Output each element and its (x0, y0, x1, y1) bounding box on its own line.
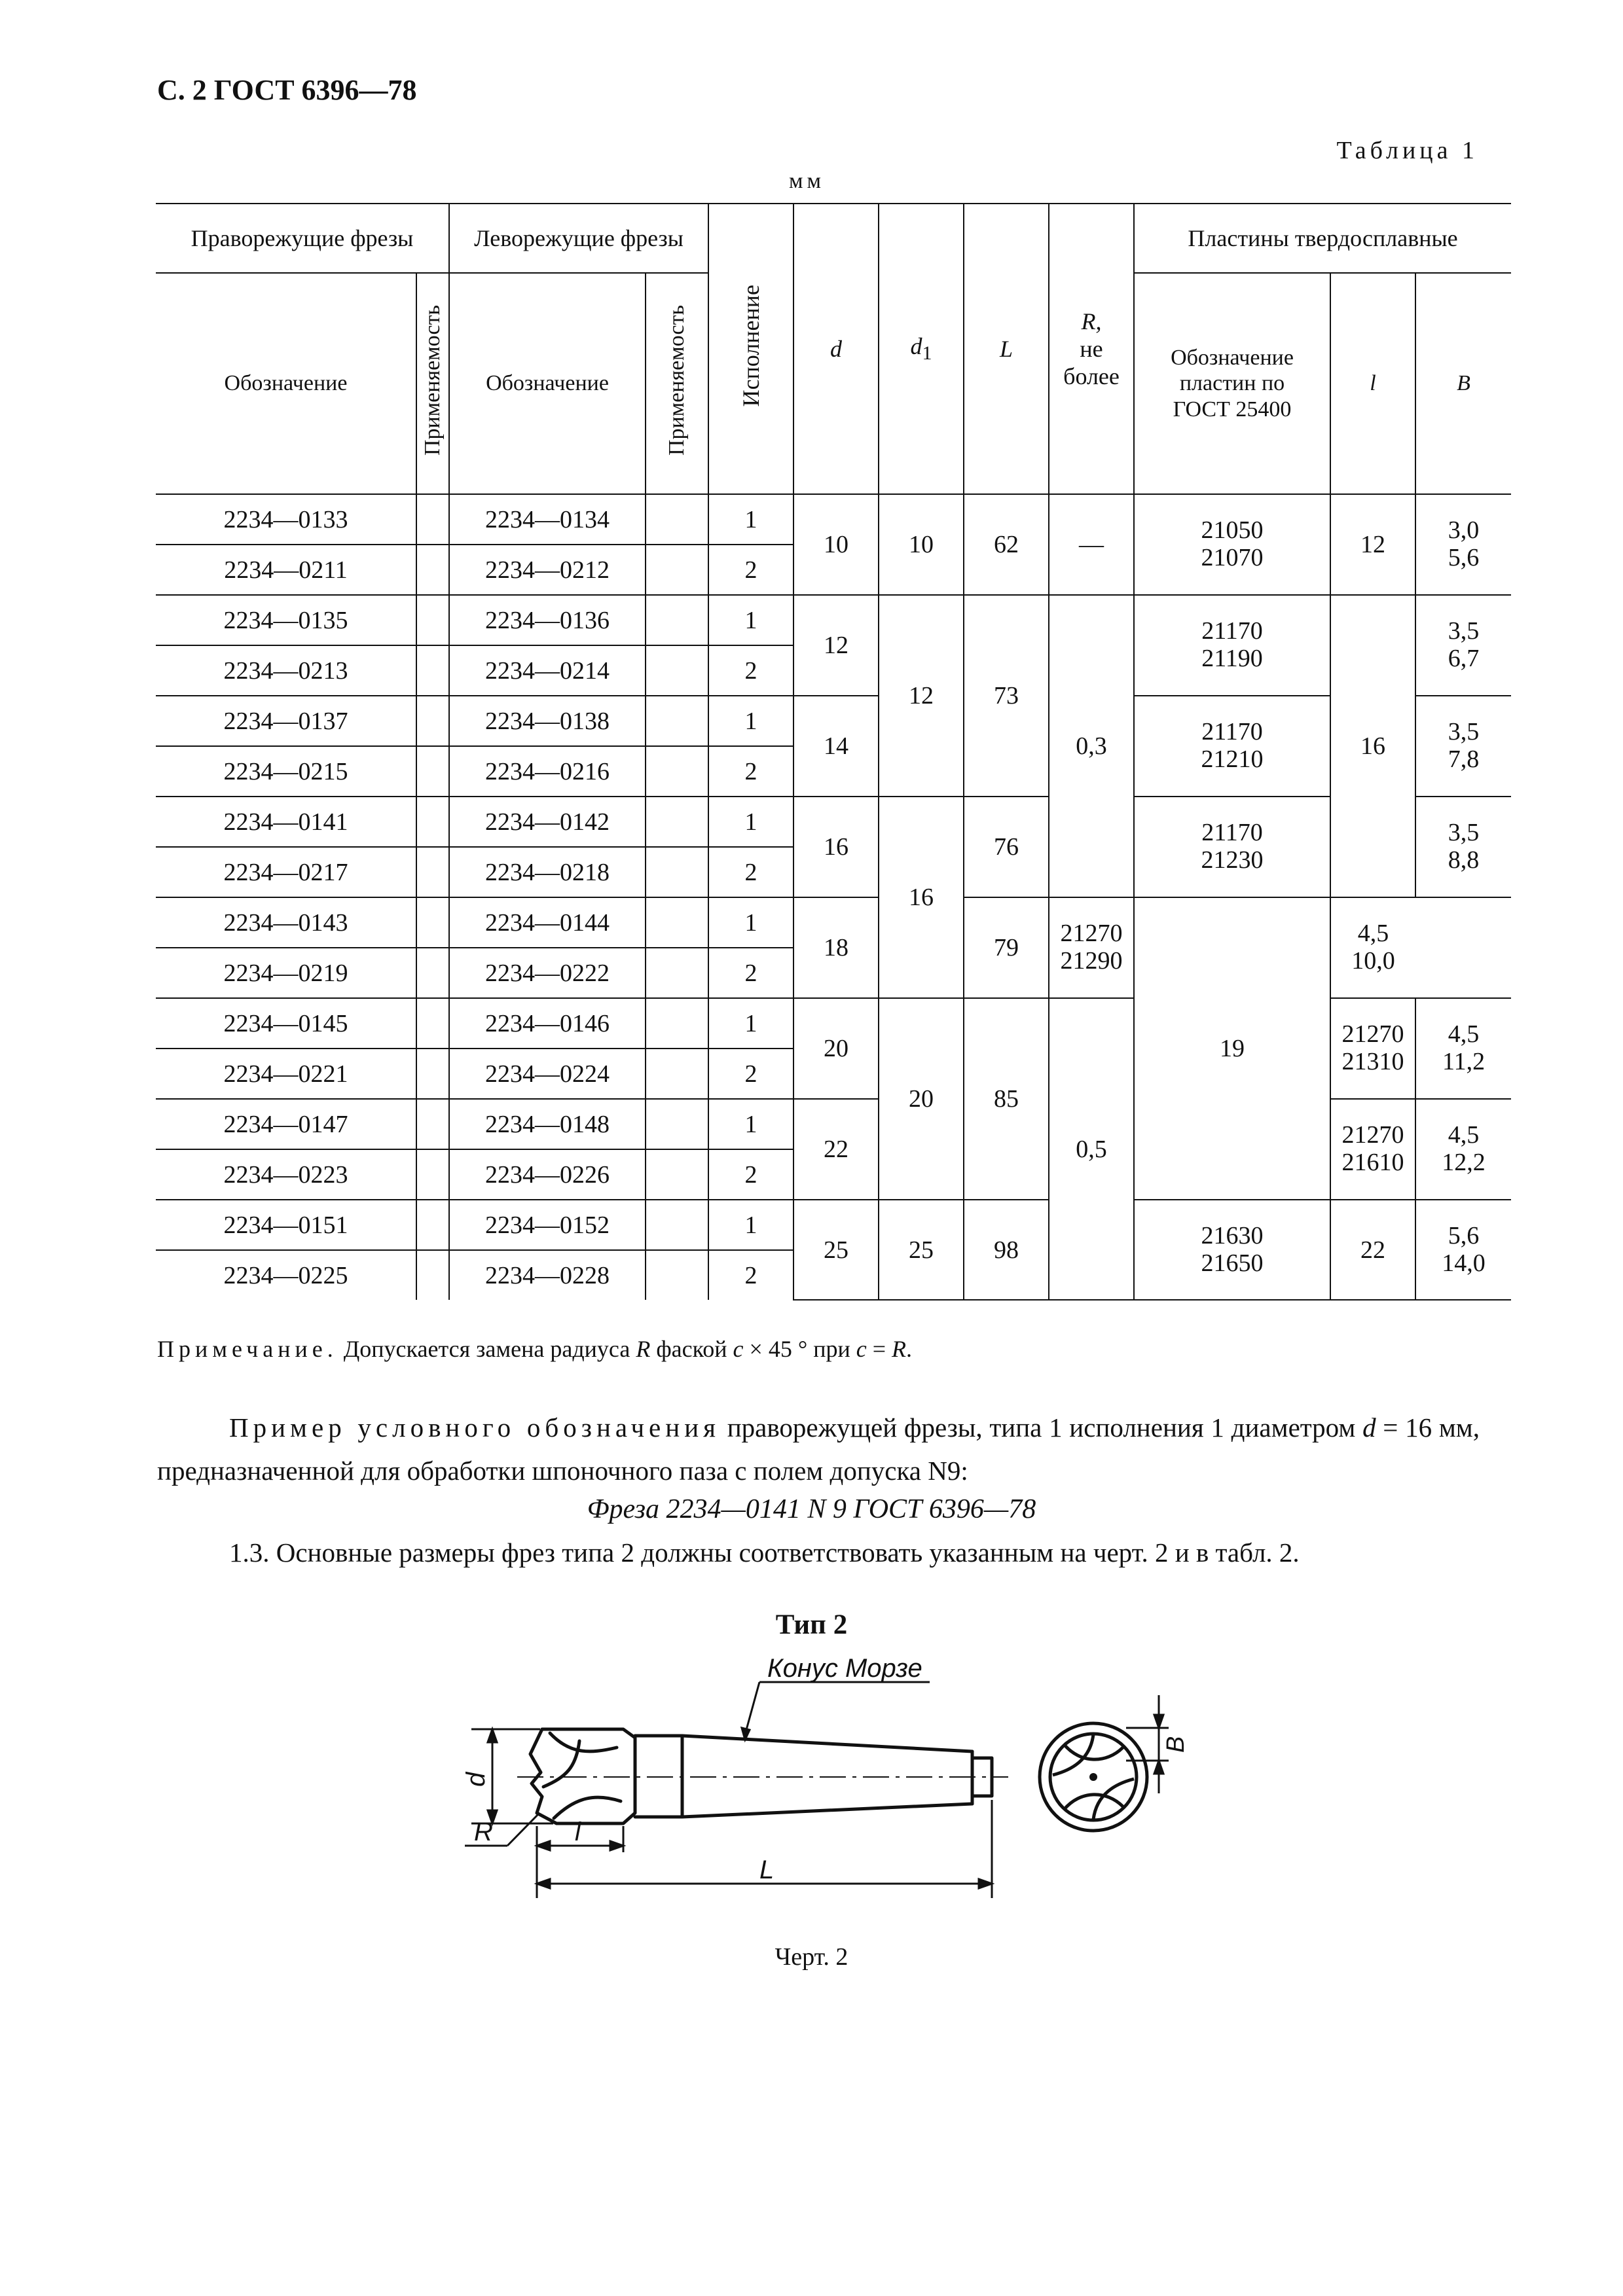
left-applicability-header: Применяемость (646, 273, 708, 494)
applicability-cell (416, 897, 449, 948)
applicability-cell (646, 998, 708, 1049)
group-left-header: Леворежущие фрезы (449, 204, 708, 273)
B-cell: 5,6 14,0 (1415, 1200, 1511, 1300)
applicability-cell (646, 1200, 708, 1250)
left-designation-cell: 2234—0228 (449, 1250, 646, 1300)
units-label: мм (789, 169, 826, 193)
table-note: Примечание. Допускается замена радиуса R фаской c × 45 ° при c = R. (157, 1336, 913, 1362)
L-label: L (759, 1856, 775, 1884)
left-designation-cell: 2234—0152 (449, 1200, 646, 1250)
left-designation-cell: 2234—0218 (449, 847, 646, 897)
d-header: d (793, 204, 879, 494)
right-designation-cell: 2234—0143 (156, 897, 416, 948)
left-designation-cell: 2234—0222 (449, 948, 646, 998)
designation-example: Пример условного обозначения праворежущей фрезы, типа 1 исполнения 1 диаметром d = 16 мм, предназначенной для обработки шпоночного паза с полем допуска N9: (157, 1412, 1480, 1486)
plate-designation-cell: 21270 21610 (1330, 1099, 1415, 1200)
d1-cell: 12 (879, 595, 964, 797)
type-2-title: Тип 2 (775, 1609, 848, 1640)
plate-designation-cell: 21270 21290 (1049, 897, 1134, 998)
applicability-cell (646, 746, 708, 797)
table-row (156, 494, 1511, 545)
B-header: B (1415, 273, 1511, 494)
dimensions-table (156, 203, 1511, 1300)
plate-designation-cell: 21170 21210 (1134, 696, 1330, 797)
left-designation-cell: 2234—0146 (449, 998, 646, 1049)
execution-cell: 2 (708, 645, 793, 696)
B-cell: 4,5 12,2 (1415, 1099, 1511, 1200)
execution-cell: 2 (708, 1250, 793, 1300)
plate-designation-cell: 21630 21650 (1134, 1200, 1330, 1300)
example-label: Пример условного обозначения (229, 1412, 720, 1443)
left-designation-cell: 2234—0138 (449, 696, 646, 746)
group-right-header: Праворежущие фрезы (156, 204, 449, 273)
right-designation-cell: 2234—0221 (156, 1049, 416, 1099)
left-designation-cell: 2234—0134 (449, 494, 646, 545)
right-designation-cell: 2234—0141 (156, 797, 416, 847)
B-cell: 4,5 10,0 (1330, 897, 1415, 998)
B-cell: 4,5 11,2 (1415, 998, 1511, 1099)
left-designation-header: Обозначение (449, 273, 646, 494)
paragraph-1-3: 1.3. Основные размеры фрез типа 2 должны соответствовать указанным на черт. 2 и в табл. 2. (229, 1537, 1300, 1568)
cutter-flutes (543, 1733, 621, 1818)
applicability-cell (416, 847, 449, 897)
d-cell: 12 (793, 595, 879, 696)
right-designation-cell: 2234—0147 (156, 1099, 416, 1149)
right-designation-cell: 2234—0133 (156, 494, 416, 545)
L-cell: 98 (964, 1200, 1049, 1300)
table-row (156, 595, 1511, 645)
execution-cell: 1 (708, 998, 793, 1049)
applicability-cell (416, 696, 449, 746)
applicability-cell (646, 1149, 708, 1200)
left-designation-cell: 2234—0226 (449, 1149, 646, 1200)
applicability-cell (416, 545, 449, 595)
d-cell: 14 (793, 696, 879, 797)
applicability-cell (646, 545, 708, 595)
R-header: R, не более (1049, 204, 1134, 494)
applicability-cell (646, 847, 708, 897)
B-cell: 3,0 5,6 (1415, 494, 1511, 595)
L-cell: 85 (964, 998, 1049, 1200)
applicability-cell (646, 595, 708, 645)
plate-designation-cell: 21170 21230 (1134, 797, 1330, 897)
l-label: l (575, 1818, 581, 1846)
execution-header: Исполнение (708, 204, 793, 494)
L-header: L (964, 204, 1049, 494)
applicability-cell (416, 948, 449, 998)
applicability-cell (416, 494, 449, 545)
right-applicability-header: Применяемость (416, 273, 449, 494)
L-cell: 62 (964, 494, 1049, 595)
l-cell: 16 (1330, 595, 1415, 897)
execution-cell: 2 (708, 746, 793, 797)
d-label: d (462, 1772, 490, 1787)
applicability-cell (646, 494, 708, 545)
left-designation-cell: 2234—0212 (449, 545, 646, 595)
R-cell: — (1049, 494, 1134, 595)
B-cell: 3,5 6,7 (1415, 595, 1511, 696)
d-cell: 25 (793, 1200, 879, 1300)
plate-designation-cell: 21050 21070 (1134, 494, 1330, 595)
applicability-cell (646, 1049, 708, 1099)
B-cell: 3,5 8,8 (1415, 797, 1511, 897)
execution-cell: 2 (708, 948, 793, 998)
execution-cell: 1 (708, 494, 793, 545)
table-row (156, 797, 1511, 847)
R-cell: 0,5 (1049, 998, 1134, 1300)
applicability-cell (416, 746, 449, 797)
d1-cell: 16 (879, 797, 964, 998)
plates-group-header: Пластины твердосплавные (1134, 204, 1511, 273)
right-designation-cell: 2234—0135 (156, 595, 416, 645)
page-header: С. 2 ГОСТ 6396—78 (157, 74, 417, 106)
L-cell: 73 (964, 595, 1049, 797)
plate-designation-cell: 21270 21310 (1330, 998, 1415, 1099)
applicability-cell (646, 797, 708, 847)
table-row (156, 696, 1511, 746)
right-designation-cell: 2234—0219 (156, 948, 416, 998)
applicability-cell (646, 696, 708, 746)
right-designation-cell: 2234—0145 (156, 998, 416, 1049)
d1-cell: 10 (879, 494, 964, 595)
d-cell: 18 (793, 897, 879, 998)
execution-cell: 1 (708, 595, 793, 645)
applicability-cell (416, 645, 449, 696)
execution-cell: 2 (708, 545, 793, 595)
cutter-drawing (445, 1656, 1192, 1931)
left-designation-cell: 2234—0216 (449, 746, 646, 797)
plate-designation-cell: 21170 21190 (1134, 595, 1330, 696)
R-label: R (474, 1818, 493, 1846)
plate-designation-header: Обозначение пластин по ГОСТ 25400 (1134, 273, 1330, 494)
l-cell: 12 (1330, 494, 1415, 595)
left-designation-cell: 2234—0214 (449, 645, 646, 696)
table-row (156, 1200, 1511, 1250)
applicability-cell (416, 1250, 449, 1300)
note-label: Примечание. (157, 1336, 338, 1362)
right-designation-cell: 2234—0223 (156, 1149, 416, 1200)
table-row (156, 897, 1511, 948)
applicability-cell (416, 1099, 449, 1149)
l-cell: 22 (1330, 1200, 1415, 1300)
applicability-cell (646, 897, 708, 948)
right-designation-cell: 2234—0225 (156, 1250, 416, 1300)
L-cell: 79 (964, 897, 1049, 998)
d-cell: 10 (793, 494, 879, 595)
l-cell: 19 (1134, 897, 1330, 1200)
applicability-cell (646, 645, 708, 696)
execution-cell: 1 (708, 897, 793, 948)
left-designation-cell: 2234—0224 (449, 1049, 646, 1099)
d1-header: $d_1$ (879, 204, 964, 494)
B-cell: 3,5 7,8 (1415, 696, 1511, 797)
d1-cell: 25 (879, 1200, 964, 1300)
execution-cell: 1 (708, 1099, 793, 1149)
B-label: B (1162, 1736, 1190, 1753)
applicability-cell (416, 1200, 449, 1250)
L-cell: 76 (964, 797, 1049, 897)
execution-cell: 1 (708, 1200, 793, 1250)
R-cell: 0,3 (1049, 595, 1134, 897)
l-header: l (1330, 273, 1415, 494)
applicability-cell (416, 595, 449, 645)
applicability-cell (416, 1049, 449, 1099)
applicability-cell (416, 797, 449, 847)
left-designation-cell: 2234—0144 (449, 897, 646, 948)
d-cell: 22 (793, 1099, 879, 1200)
right-designation-cell: 2234—0215 (156, 746, 416, 797)
left-designation-cell: 2234—0136 (449, 595, 646, 645)
right-designation-cell: 2234—0217 (156, 847, 416, 897)
d-cell: 16 (793, 797, 879, 897)
table-label: Таблица 1 (1336, 137, 1478, 164)
applicability-cell (416, 998, 449, 1049)
right-designation-cell: 2234—0213 (156, 645, 416, 696)
right-designation-cell: 2234—0151 (156, 1200, 416, 1250)
designation-formula: Фреза 2234—0141 N 9 ГОСТ 6396—78 (587, 1494, 1036, 1524)
execution-cell: 1 (708, 797, 793, 847)
execution-cell: 1 (708, 696, 793, 746)
applicability-cell (646, 1099, 708, 1149)
right-designation-cell: 2234—0137 (156, 696, 416, 746)
cone-label: Конус Морзе (767, 1656, 922, 1683)
left-designation-cell: 2234—0142 (449, 797, 646, 847)
applicability-cell (646, 948, 708, 998)
applicability-cell (416, 1149, 449, 1200)
left-designation-cell: 2234—0148 (449, 1099, 646, 1149)
execution-cell: 2 (708, 1049, 793, 1099)
d-cell: 20 (793, 998, 879, 1099)
right-designation-cell: 2234—0211 (156, 545, 416, 595)
applicability-cell (646, 1250, 708, 1300)
right-designation-header: Обозначение (156, 273, 416, 494)
execution-cell: 2 (708, 1149, 793, 1200)
figure-caption: Черт. 2 (775, 1943, 848, 1971)
execution-cell: 2 (708, 847, 793, 897)
d1-cell: 20 (879, 998, 964, 1200)
